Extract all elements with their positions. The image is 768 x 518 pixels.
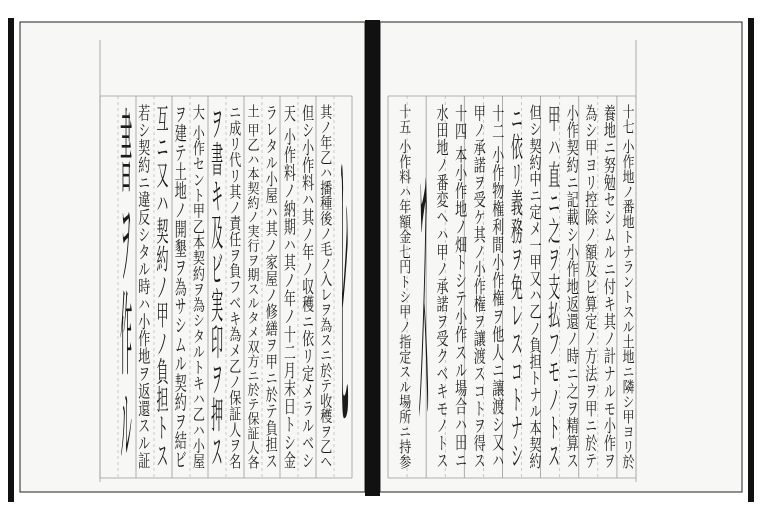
right-page-column-5: 甲ハ直ニ之ヲ支払フモノトス [546,104,561,260]
left-page-column-6: 土 甲乙ハ本契約ノ実行ヲ期スルタメ双方ニ於テ保証人各 [246,104,260,408]
left-page-column-7: ニ成リ代リ其ノ責任ヲ負フベキ為メ乙ノ保証人ヲ名 [227,104,242,380]
right-page-column-8: 十二 小作物権利間小作権ヲ他人ニ讓渡シ又ハ [490,104,505,348]
left-page-column-2: 其ノ年乙ハ播種後ノ毛ノ入レヲ為スニ於テ收穫ヲ乙ヘ [318,104,333,392]
left-page-column-5: ラレタル小屋ハ其ノ家屋ノ修繕ヲ甲ニ於テ負担ス [264,104,279,368]
left-page-column-10: ヲ建テ土地ノ開墾ヲ為サシムル契約ヲ結ビ [173,104,188,332]
left-page-column-11: 互ニ又ハ契約ノ甲ノ負担トス [155,104,169,260]
right-page-column-10: 十四 本小作地ノ畑トシテ小作スル場合ハ田ニ [453,104,468,348]
right-page-column-6: 但シ契約中ニ定メ一甲又ハ乙ノ負担トナル本契約 [528,104,542,368]
right-page-column-1: 十七 小作地ノ番地トナラントスル土地ニ隣シ甲ヨリ於 [621,104,635,396]
left-page-column-12: 若シ契約ニ違反シタル時ハ小作地ヲ返還スル証 [136,104,151,356]
left-page-column-1: ヒ [337,104,351,116]
right-page-column-3: 為シ甲ヨリ控除ノ額及ビ算定ノ方法ヲ甲ニ於テ [583,104,598,356]
left-page-column-9: 大 小作セント甲乙本契約ヲ為シタルトキハ乙ハ小屋 [191,104,206,384]
right-page-column-4: 小作契約ニ記載シ小作地返還ノ時ニ之ヲ精算ス [565,104,580,356]
right-page-column-12: ス [416,104,431,116]
left-scan-edge [8,18,14,502]
right-page-column-11: 水田地ノ番変ヘハ甲ノ承諾ヲ受クベキモノトス [435,104,449,356]
right-scan-edge [748,18,754,502]
right-page-column-13: 十五 小作料ハ年額金七円トシ甲ノ指定スル場所ニ持参 [397,104,412,396]
book-spine [365,20,380,496]
left-page-column-8: ヲ書キ及ビ実印ヲ押ス [209,104,224,224]
left-page-column-13: 書ヲ作ル [118,104,133,152]
right-page-column-9: 甲ノ承諾ヲ受ケ其ノ小作権ヲ讓渡スコトヲ得ス [472,104,487,356]
left-page-column-3: 但シ小作料ハ其ノ年ノ収穫ニ依リ定メラルベシ [300,104,315,356]
right-page-column-2: 養地ニ努勉セシムルニ付キ其ノ計ナルモ小作ヲ [602,104,617,356]
right-page-column-7: ニ依リ義務ヲ免レスコトナシ [509,104,524,260]
left-page-column-4: 天 小作料ノ納期ハ其ノ年ノ十二月末日トシ金 [282,104,297,348]
